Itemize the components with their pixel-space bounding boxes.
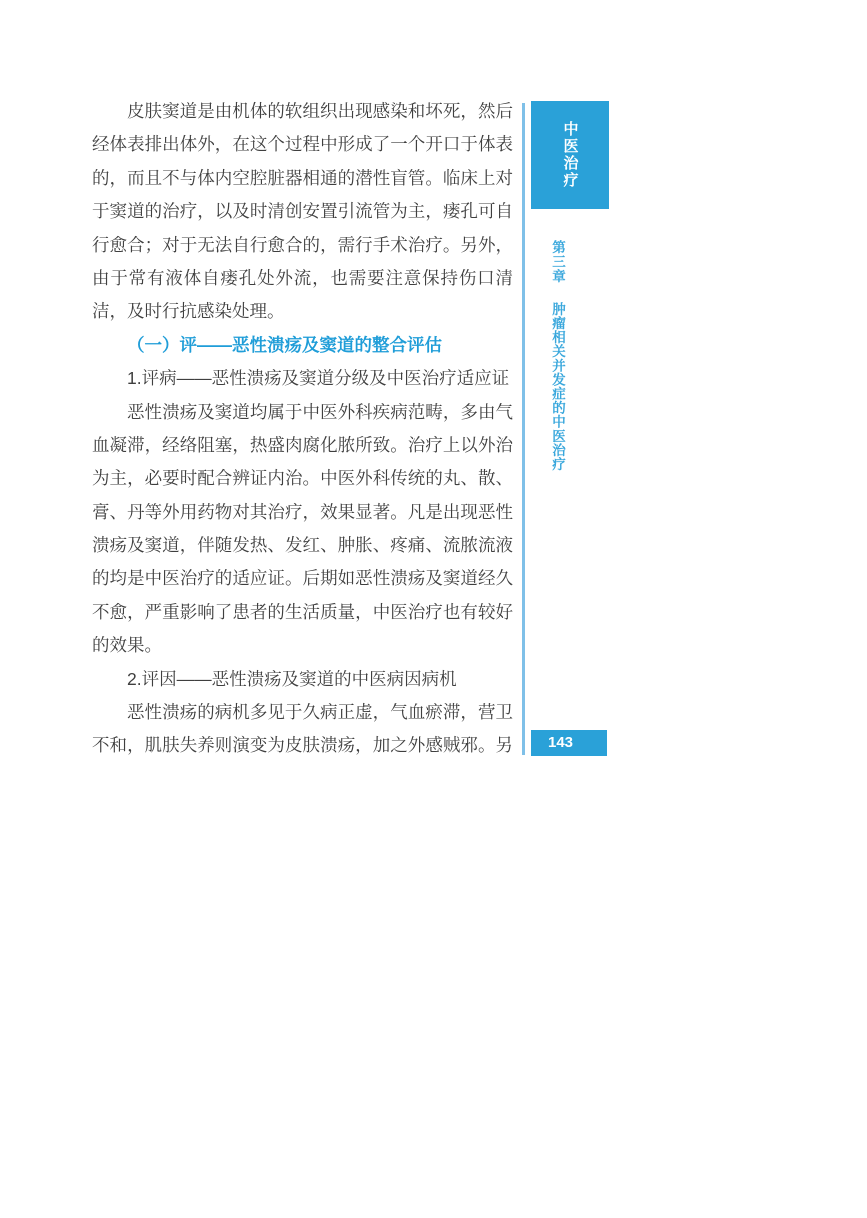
body-line: 洁，及时行抗感染处理。	[92, 301, 285, 322]
body-line: 由于常有液体自瘘孔处外流，也需要注意保持伤口清	[92, 267, 513, 288]
body-line: 的均是中医治疗的适应证。后期如恶性溃疡及窦道经久	[92, 568, 513, 589]
body-line: 行愈合；对于无法自行愈合的，需行手术治疗。另外，	[92, 234, 513, 255]
body-line: 经体表排出体外，在这个过程中形成了一个开口于体表	[92, 134, 513, 155]
sidebar-divider-rule	[522, 103, 525, 755]
body-line: 恶性溃疡及窦道均属于中医外科疾病范畴，多由气	[127, 401, 513, 422]
subhead-line: 2.评因——恶性溃疡及窦道的中医病因病机	[127, 668, 457, 689]
body-line: 恶性溃疡的病机多见于久病正虚，气血瘀滞，营卫	[127, 702, 513, 723]
body-line: 溃疡及窦道，伴随发热、发红、肿胀、疼痛、流脓流液	[92, 535, 513, 556]
body-line: 为主，必要时配合辨证内治。中医外科传统的丸、散、	[92, 468, 513, 489]
body-line: 的，而且不与体内空腔脏器相通的潜性盲管。临床上对	[92, 167, 513, 188]
sidebar-part-tab	[531, 101, 609, 209]
subhead-line: 1.评病——恶性溃疡及窦道分级及中医治疗适应证	[127, 368, 510, 389]
body-line: 的效果。	[92, 635, 162, 656]
page-number-badge: 143	[531, 730, 607, 756]
body-line: 皮肤窦道是由机体的软组织出现感染和坏死，然后	[127, 101, 513, 121]
body-line: 不愈，严重影响了患者的生活质量，中医治疗也有较好	[92, 601, 513, 622]
main-text	[92, 95, 513, 763]
heading-line: （一）评——恶性溃疡及窦道的整合评估	[127, 334, 442, 355]
sidebar-chapter-title: 肿瘤相关并发症的中医治疗	[550, 302, 565, 472]
sidebar-part-label: 中医治疗	[561, 121, 579, 189]
body-line: 不和，肌肤失养则演变为皮肤溃疡，加之外感贼邪。另	[92, 735, 513, 756]
body-line: 膏、丹等外用药物对其治疗，效果显著。凡是出现恶性	[92, 501, 513, 522]
body-line: 于窦道的治疗，以及时清创安置引流管为主，瘘孔可自	[92, 201, 513, 222]
sidebar-chapter-number: 第三章	[550, 240, 565, 284]
body-line: 血凝滞，经络阻塞，热盛肉腐化脓所致。治疗上以外治	[92, 434, 513, 455]
